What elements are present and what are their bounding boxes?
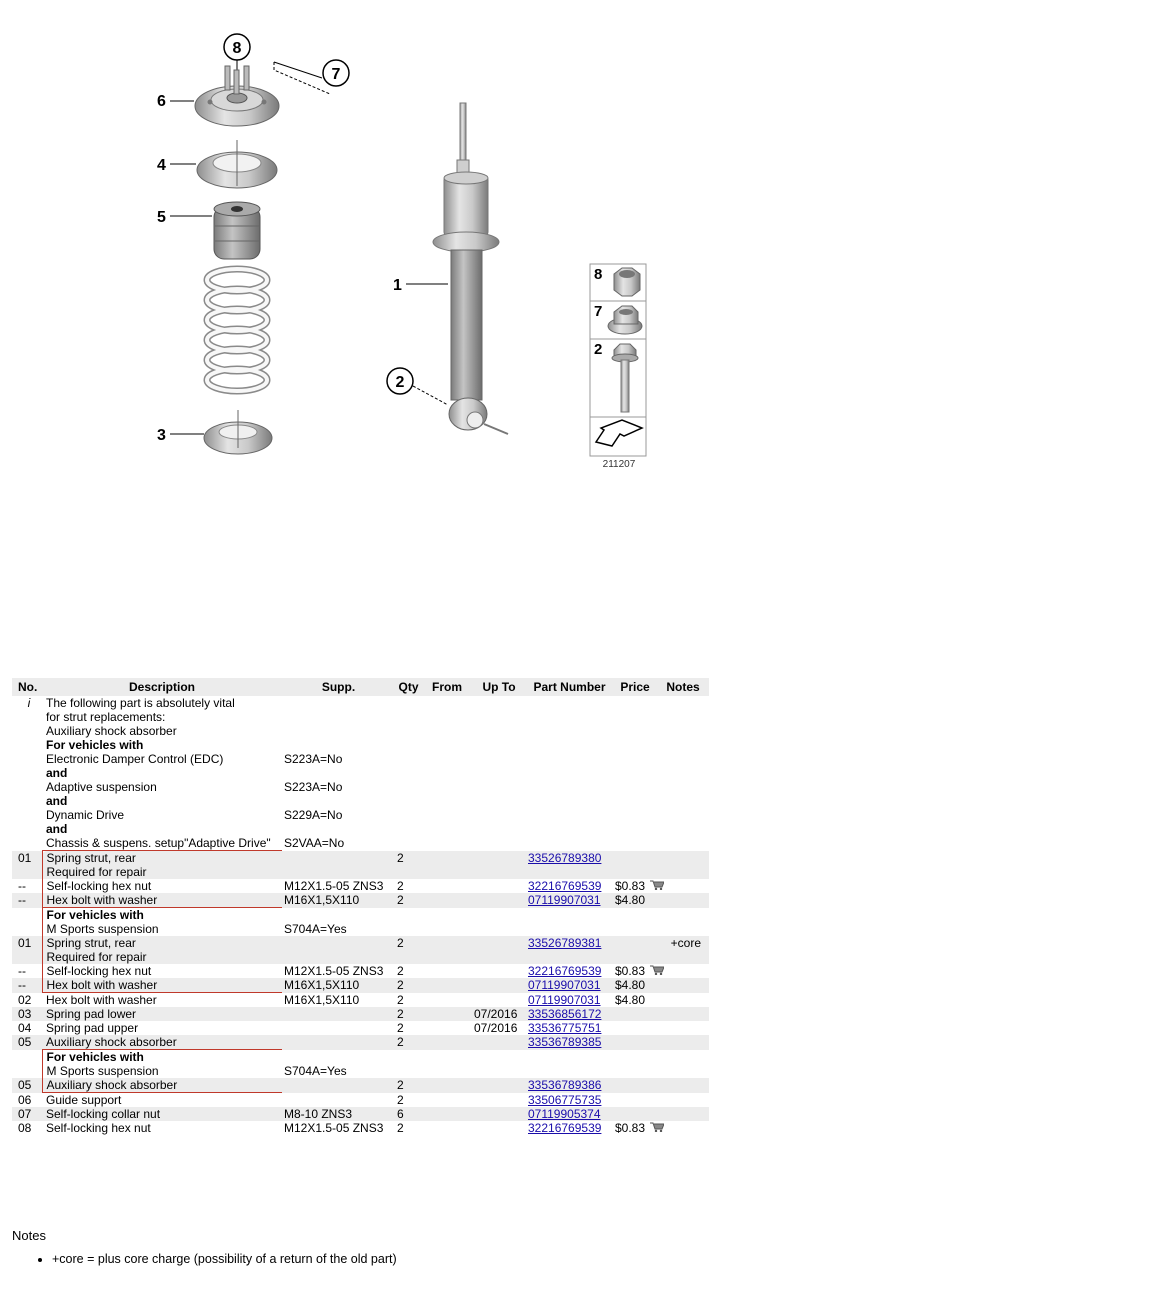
notes-list — [12, 1248, 397, 1270]
part-description: Spring strut, rear — [46, 936, 136, 950]
info-marker — [12, 696, 42, 851]
part-description: Spring pad upper — [46, 1021, 139, 1035]
cart-icon[interactable] — [650, 1122, 664, 1132]
row-description — [42, 993, 282, 1008]
col-header-from: From — [422, 678, 472, 696]
row-upto — [472, 993, 526, 1008]
row-part-number — [526, 978, 613, 993]
note-item: • +core = plus core charge (possibility of a return of the old part) — [52, 1248, 397, 1270]
condition-text: M Sports suspension — [46, 1064, 159, 1078]
row-notes — [657, 1107, 709, 1121]
row-description — [42, 1021, 282, 1035]
row-part-number — [526, 908, 613, 937]
part-number-link[interactable]: 07119907031 — [528, 992, 601, 1007]
row-price — [613, 893, 657, 908]
row-from — [422, 879, 472, 893]
callout-7-label: 7 — [331, 66, 341, 83]
info-line: and — [46, 822, 68, 836]
info-line: Auxiliary shock absorber — [46, 724, 177, 738]
row-from — [422, 964, 472, 978]
row-supp — [282, 1007, 395, 1021]
callout-4 — [157, 157, 196, 174]
row-price — [613, 879, 657, 893]
row-notes — [657, 851, 709, 880]
table-row — [12, 1007, 709, 1021]
row-notes — [657, 1121, 709, 1135]
info-empty-cell — [395, 696, 422, 851]
part-number-link[interactable]: 33526789380 — [528, 850, 602, 865]
info-supp-line — [284, 794, 393, 808]
row-price — [613, 936, 657, 964]
row-from — [422, 1093, 472, 1108]
row-price — [613, 1093, 657, 1108]
row-qty: 2 — [397, 1021, 404, 1035]
row-from — [422, 1021, 472, 1035]
condition-row — [12, 908, 709, 937]
condition-title: For vehicles with — [46, 908, 144, 922]
row-no: 04 — [18, 1021, 32, 1035]
row-part-number — [526, 1007, 613, 1021]
row-description — [42, 936, 282, 964]
part-number-link[interactable]: 32216769539 — [528, 1121, 602, 1135]
row-no: 05 — [12, 1078, 42, 1093]
row-from — [422, 1107, 472, 1121]
table-row — [12, 879, 709, 893]
info-supp-line — [284, 822, 393, 836]
info-line: Chassis & suspens. setup"Adaptive Drive" — [46, 836, 271, 850]
row-qty: 2 — [395, 851, 422, 880]
row-supp: M12X1.5-05 ZNS3 — [284, 964, 384, 978]
row-supp — [282, 1035, 395, 1050]
row-qty — [395, 1050, 422, 1079]
row-description — [42, 1007, 282, 1021]
row-from — [422, 1050, 472, 1079]
col-header-supp: Supp. — [282, 678, 395, 696]
row-part-number — [526, 1050, 613, 1079]
part-number-link[interactable]: 33536775751 — [528, 1021, 602, 1035]
row-notes — [657, 1093, 709, 1108]
row-part-number — [526, 1078, 613, 1093]
parts-diagram — [0, 0, 720, 500]
info-supp-line: S2VAA=No — [284, 836, 345, 850]
info-line: For vehicles with — [46, 738, 144, 752]
row-qty: 2 — [397, 879, 404, 893]
row-price — [613, 1050, 657, 1079]
table-row — [12, 993, 709, 1008]
callout-4-label: 4 — [157, 157, 166, 174]
info-empty-cell — [422, 696, 472, 851]
row-upto — [472, 879, 526, 893]
row-from — [422, 993, 472, 1008]
row-notes: +core — [657, 936, 709, 964]
part-description: Self-locking hex nut — [46, 1121, 151, 1135]
row-upto — [472, 978, 526, 993]
row-from — [422, 1035, 472, 1050]
col-header-upto: Up To — [472, 678, 526, 696]
supp-line — [284, 908, 393, 922]
row-no — [12, 1050, 42, 1079]
table-row — [12, 1078, 709, 1093]
part-description: Auxiliary shock absorber — [46, 1035, 177, 1049]
row-no: -- — [18, 879, 26, 893]
row-upto — [472, 1035, 526, 1050]
row-supp — [282, 1093, 395, 1108]
row-qty: 2 — [395, 1007, 422, 1021]
row-no — [12, 908, 42, 937]
row-from — [422, 1078, 472, 1093]
row-upto — [472, 936, 526, 964]
row-from — [422, 1121, 472, 1135]
row-qty: 2 — [395, 1035, 422, 1050]
cart-icon[interactable] — [650, 880, 664, 890]
row-price — [613, 1121, 657, 1135]
row-upto — [472, 1050, 526, 1079]
row-notes — [657, 1007, 709, 1021]
part-description: Hex bolt with washer — [46, 993, 157, 1007]
row-notes — [657, 879, 709, 893]
part-description: Hex bolt with washer — [46, 893, 158, 907]
row-description — [42, 1121, 282, 1135]
row-qty: 2 — [395, 978, 422, 993]
row-part-number — [526, 936, 613, 964]
row-no: 02 — [18, 992, 32, 1007]
row-description — [42, 964, 282, 978]
row-upto — [472, 893, 526, 908]
info-icon: i — [27, 696, 31, 710]
row-supp — [282, 936, 395, 964]
part-number-link[interactable]: 07119905374 — [528, 1107, 601, 1121]
row-price — [613, 1107, 657, 1121]
row-upto — [472, 1107, 526, 1121]
row-description — [42, 879, 282, 893]
row-no: -- — [12, 978, 42, 993]
row-from — [422, 936, 472, 964]
row-price — [613, 908, 657, 937]
table-row — [12, 1107, 709, 1121]
price-value: $4.80 — [615, 992, 646, 1007]
supp-line: S704A=Yes — [284, 921, 347, 936]
info-supp — [282, 696, 395, 851]
row-no: 07 — [12, 1107, 42, 1121]
callout-6 — [157, 93, 194, 110]
callout-5-label: 5 — [157, 209, 166, 226]
part-number-link[interactable]: 33536789386 — [528, 1078, 602, 1092]
spring-strut-drawing — [433, 103, 508, 434]
row-notes — [657, 1021, 709, 1035]
info-line: for strut replacements: — [46, 710, 166, 724]
legend-number-7: 7 — [594, 303, 603, 320]
row-notes — [657, 908, 709, 937]
legend-number-2: 2 — [594, 341, 603, 358]
row-price — [613, 1035, 657, 1050]
part-number-link[interactable]: 07119907031 — [528, 978, 601, 992]
row-part-number — [526, 1107, 613, 1121]
supp-line — [284, 1050, 393, 1064]
spring-pad-lower-drawing — [204, 410, 272, 454]
row-no: 08 — [18, 1121, 32, 1135]
callout-6-label: 6 — [157, 93, 166, 110]
row-part-number — [526, 1121, 613, 1135]
part-description: Guide support — [46, 1093, 122, 1107]
row-qty: 2 — [397, 1121, 404, 1135]
diagram-code: 211207 — [602, 459, 636, 470]
row-supp: M16X1,5X110 — [282, 893, 395, 908]
callout-3 — [157, 427, 204, 444]
callout-1 — [393, 277, 448, 294]
row-qty: 2 — [395, 893, 422, 908]
row-qty: 2 — [397, 992, 404, 1007]
row-qty: 2 — [397, 964, 404, 978]
row-from — [422, 851, 472, 880]
row-no: 05 — [12, 1035, 42, 1050]
col-header-no: No. — [12, 678, 42, 696]
table-header-row — [12, 678, 709, 696]
price-value: $4.80 — [615, 978, 646, 992]
info-supp-line — [284, 738, 393, 752]
col-header-price: Price — [613, 678, 657, 696]
row-upto — [472, 1121, 526, 1135]
info-description — [42, 696, 282, 851]
auxiliary-shock-absorber-drawing — [214, 202, 260, 259]
table-row — [12, 1121, 709, 1135]
row-from — [422, 908, 472, 937]
part-description: Self-locking collar nut — [46, 1107, 161, 1121]
part-remark: Required for repair — [46, 865, 147, 879]
row-qty: 2 — [395, 1078, 422, 1093]
row-notes — [657, 1078, 709, 1093]
col-header-description: Description — [42, 678, 282, 696]
guide-support-drawing — [195, 66, 279, 126]
row-supp — [282, 1050, 395, 1079]
table-row — [12, 893, 709, 908]
part-description: Self-locking hex nut — [46, 964, 152, 978]
part-number-link[interactable]: 33506775735 — [528, 1092, 602, 1107]
info-line: Dynamic Drive — [46, 808, 125, 822]
row-part-number — [526, 893, 613, 908]
part-remark: Required for repair — [46, 950, 147, 964]
info-supp-line: S223A=No — [284, 780, 343, 794]
callout-2-label: 2 — [395, 374, 405, 391]
info-supp-line: S223A=No — [284, 752, 343, 766]
row-part-number — [526, 1093, 613, 1108]
row-part-number — [526, 851, 613, 880]
row-upto — [472, 1078, 526, 1093]
row-qty — [395, 908, 422, 937]
row-supp: M12X1.5-05 ZNS3 — [284, 879, 384, 893]
row-qty: 2 — [397, 1092, 404, 1107]
callout-2 — [387, 368, 448, 405]
info-supp-line — [284, 724, 393, 738]
table-row — [12, 1021, 709, 1035]
part-number-link[interactable]: 32216769539 — [528, 879, 602, 893]
info-empty-cell — [526, 696, 613, 851]
part-number-link[interactable]: 32216769539 — [528, 964, 602, 978]
row-notes — [657, 893, 709, 908]
part-description: Spring pad lower — [46, 1007, 137, 1021]
info-row — [12, 696, 709, 851]
part-number-link[interactable]: 07119907031 — [528, 893, 601, 907]
part-number-link[interactable]: 33536856172 — [528, 1007, 602, 1021]
row-notes — [657, 1035, 709, 1050]
condition-row — [12, 1050, 709, 1079]
callout-3-label: 3 — [157, 427, 166, 444]
callout-5 — [157, 209, 212, 226]
row-supp — [282, 1078, 395, 1093]
part-description: Hex bolt with washer — [46, 978, 158, 992]
row-price — [613, 993, 657, 1008]
row-upto — [472, 908, 526, 937]
spring-pad-upper-drawing — [197, 140, 277, 188]
row-upto: 07/2016 — [474, 1021, 518, 1035]
row-no: 01 — [12, 851, 42, 880]
table-row — [12, 936, 709, 964]
row-description — [42, 1050, 282, 1079]
row-no: -- — [12, 893, 42, 908]
col-header-qty: Qty — [395, 678, 422, 696]
row-no: 01 — [12, 936, 42, 964]
row-qty: 2 — [395, 936, 422, 964]
row-upto — [472, 1093, 526, 1108]
row-description — [42, 978, 282, 993]
notes-title: Notes — [12, 1228, 46, 1243]
row-price — [613, 1021, 657, 1035]
info-empty-cell — [613, 696, 657, 851]
row-price — [613, 978, 657, 993]
row-price — [613, 964, 657, 978]
row-part-number — [526, 1035, 613, 1050]
table-row — [12, 1093, 709, 1108]
info-line: Adaptive suspension — [46, 780, 157, 794]
col-header-part-number: Part Number — [526, 678, 613, 696]
row-notes — [657, 978, 709, 993]
part-description: Auxiliary shock absorber — [46, 1078, 178, 1092]
row-from — [422, 893, 472, 908]
table-row — [12, 964, 709, 978]
callout-8-label: 8 — [232, 40, 242, 57]
part-description: Self-locking hex nut — [46, 879, 152, 893]
row-from — [422, 1007, 472, 1021]
info-line: The following part is absolutely vital — [46, 696, 235, 710]
part-number-link[interactable]: 33536789385 — [528, 1035, 602, 1049]
legend-number-8: 8 — [594, 266, 603, 283]
table-row — [12, 978, 709, 993]
cart-icon[interactable] — [650, 965, 664, 975]
parts-table — [12, 678, 709, 1135]
col-header-notes: Notes — [657, 678, 709, 696]
row-notes — [657, 964, 709, 978]
row-description — [42, 1078, 282, 1093]
price-value: $4.80 — [615, 893, 646, 907]
row-description — [42, 1035, 282, 1050]
table-row — [12, 1035, 709, 1050]
row-description — [42, 1107, 282, 1121]
callout-7 — [274, 60, 349, 94]
info-supp-line: S229A=No — [284, 808, 343, 822]
info-supp-line — [284, 766, 393, 780]
row-supp: M8-10 ZNS3 — [282, 1107, 395, 1121]
table-body — [12, 696, 709, 1135]
row-description — [42, 851, 282, 880]
info-empty-cell — [657, 696, 709, 851]
condition-title: For vehicles with — [46, 1050, 144, 1064]
price-value: $0.83 — [615, 879, 646, 893]
row-part-number — [526, 964, 613, 978]
row-no: 06 — [18, 1092, 32, 1107]
part-number-link[interactable]: 33526789381 — [528, 936, 602, 950]
row-no: 03 — [12, 1007, 42, 1021]
row-price — [613, 1007, 657, 1021]
info-supp-line — [284, 710, 393, 724]
row-supp: M16X1,5X110 — [282, 978, 395, 993]
info-line: Electronic Damper Control (EDC) — [46, 752, 224, 766]
row-qty: 6 — [395, 1107, 422, 1121]
info-line: and — [46, 766, 68, 780]
row-description — [42, 1093, 282, 1108]
row-upto — [472, 964, 526, 978]
row-part-number — [526, 993, 613, 1008]
row-from — [422, 978, 472, 993]
row-description — [42, 893, 282, 908]
hardware-legend — [590, 264, 646, 470]
info-supp-line — [284, 696, 393, 710]
part-description: Spring strut, rear — [46, 851, 136, 865]
row-price — [613, 851, 657, 880]
row-upto: 07/2016 — [472, 1007, 526, 1021]
row-part-number — [526, 1021, 613, 1035]
callout-1-label: 1 — [393, 277, 402, 294]
info-empty-cell — [472, 696, 526, 851]
table-row — [12, 851, 709, 880]
row-notes — [657, 1050, 709, 1079]
condition-text: M Sports suspension — [46, 922, 159, 936]
row-part-number — [526, 879, 613, 893]
row-supp: M12X1.5-05 ZNS3 — [284, 1121, 384, 1135]
row-notes — [657, 993, 709, 1008]
row-supp: M16X1,5X110 — [284, 992, 360, 1007]
row-upto — [472, 851, 526, 880]
row-supp — [282, 908, 395, 937]
supp-line: S704A=Yes — [284, 1063, 347, 1078]
row-price — [613, 1078, 657, 1093]
row-no: -- — [18, 964, 26, 978]
row-supp — [282, 1021, 395, 1035]
price-value: $0.83 — [615, 1121, 646, 1135]
price-value: $0.83 — [615, 964, 646, 978]
info-line: and — [46, 794, 68, 808]
row-supp — [282, 851, 395, 880]
row-description — [42, 908, 282, 937]
